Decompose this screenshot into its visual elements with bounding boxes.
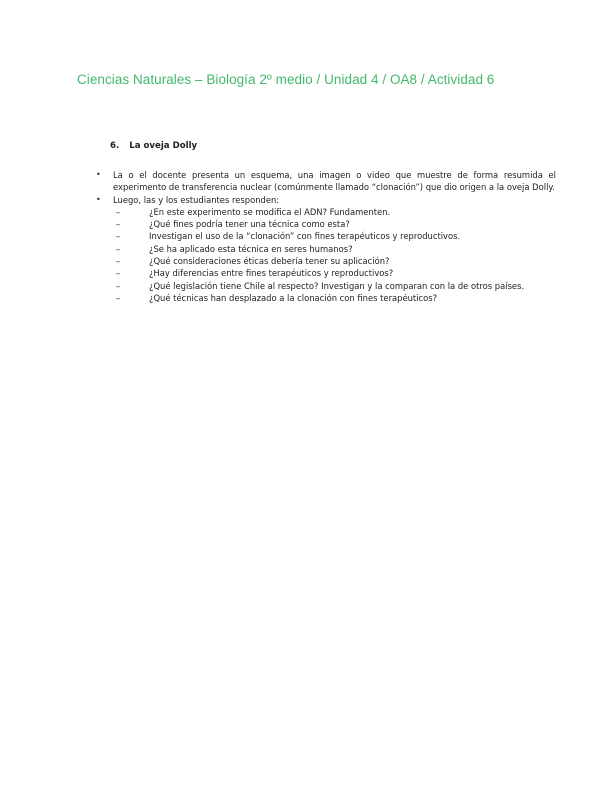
question-item — [113, 292, 556, 304]
dash-icon: – — [116, 243, 121, 254]
question-item — [113, 243, 556, 255]
dash-icon: – — [116, 280, 121, 291]
section-number: 6. — [110, 141, 120, 151]
question-list — [113, 206, 556, 304]
question-text: Investigan el uso de la “clonación” con fines terapéuticos y reproductivos. — [149, 231, 461, 242]
dash-icon: – — [116, 206, 121, 217]
dash-icon: – — [116, 292, 121, 303]
section-heading — [110, 140, 556, 152]
question-item — [113, 206, 556, 218]
question-item — [113, 280, 556, 292]
question-text: ¿Hay diferencias entre fines terapéuticos y reproductivos? — [149, 268, 394, 279]
question-item — [113, 267, 556, 279]
instruction-list — [96, 169, 556, 304]
bullet-icon: • — [96, 194, 101, 204]
question-text: ¿Qué consideraciones éticas debería tener su aplicación? — [149, 256, 390, 267]
dash-icon: – — [116, 256, 121, 267]
question-text: ¿Qué legislación tiene Chile al respecto? Investigan y la comparan con la de otros países. — [149, 280, 525, 291]
dash-icon: – — [116, 231, 121, 242]
dash-icon: – — [116, 219, 121, 230]
instruction-text: Luego, las y los estudiantes responden: — [113, 194, 280, 205]
question-item — [113, 218, 556, 230]
question-item — [113, 255, 556, 267]
question-text: ¿En este experimento se modifica el ADN? Fundamenten. — [149, 206, 391, 217]
page-header: Ciencias Naturales – Biología 2º medio / Unidad 4 / OA8 / Actividad 6 — [77, 72, 495, 87]
list-item — [96, 194, 556, 305]
question-text: ¿Se ha aplicado esta técnica en seres humanos? — [149, 243, 353, 254]
dash-icon: – — [116, 268, 121, 279]
question-item — [113, 230, 556, 242]
bullet-icon: • — [96, 170, 101, 179]
list-item — [96, 169, 556, 194]
question-text: ¿Qué técnicas han desplazado a la clonación con fines terapéuticos? — [149, 292, 438, 303]
question-text: ¿Qué fines podría tener una técnica como esta? — [149, 219, 350, 230]
instruction-text: La o el docente presenta un esquema, una imagen o video que muestre de forma resumida el experimento de transferencia nuclear (comúnmente llamado “clonación”) que dio origen a la oveja Dolly. — [113, 170, 556, 193]
activity-content — [96, 140, 556, 304]
section-title: La oveja Dolly — [129, 141, 198, 151]
